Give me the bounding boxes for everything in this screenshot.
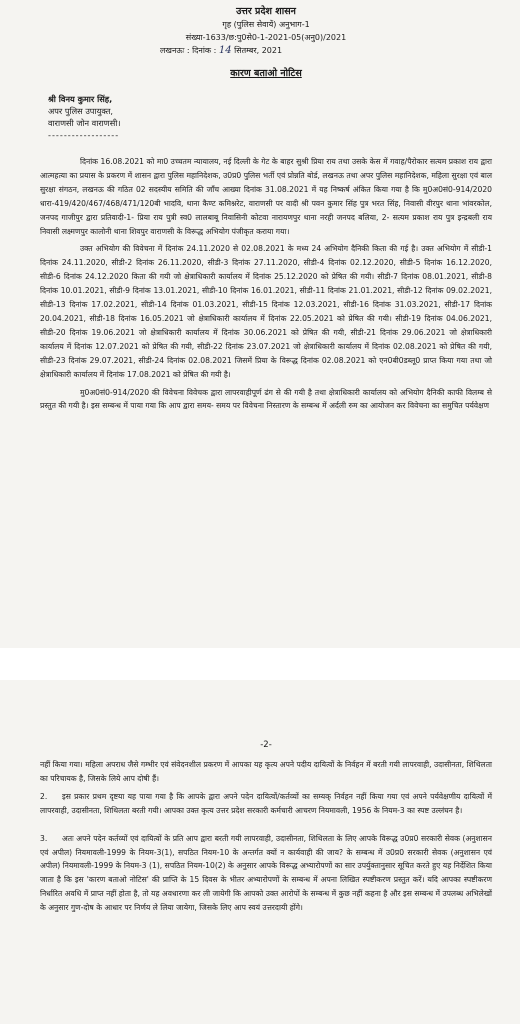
notice-title: कारण बताओ नोटिस xyxy=(230,68,302,79)
letter-page-2 xyxy=(0,680,520,1024)
addressee-designation: अपर पुलिस उपायुक्त, xyxy=(48,106,113,116)
government-header: उत्तर प्रदेश शासन xyxy=(236,6,296,17)
paragraph-number: 2. xyxy=(40,791,48,801)
addressee-name: श्री विनय कुमार सिंह, xyxy=(48,94,113,104)
date-month-year: सितम्बर, 2021 xyxy=(234,46,283,55)
place-date-prefix: लखनऊः : दिनांक : xyxy=(160,46,217,55)
page-number: -2- xyxy=(260,740,272,750)
handwritten-day: 14 xyxy=(218,45,232,56)
body-paragraph-3: मु0अ0सं0-914/2020 की विवेचना विवेचक द्वारा लापरवाहीपूर्ण ढंग से की गयी है तथा क्षेत्राधिकारी कार्यालय को अभियोग दैनिकी काफी विलम्ब से प्रस्तुत की गयी है। इस सम्बन्ध में पाया गया कि आप द्वारा समय- समय पर विवेचना निस्तारण के सम्बन्ध में अर्दली रुम का आयोजन कर विवेचना का समुचित पर्यवेक्षण xyxy=(40,387,492,411)
addressee-block xyxy=(40,93,492,141)
paragraph-text: अतः अपने पदेन कर्तव्यों एवं दायित्वों के प्रति आप द्वारा बरती गयी लापरवाही, उदासीनता, शिथिलता के लिए आपके विरूद्ध उ0प्र0 सरकारी सेवक (अनुशासन एवं अपील) नियमावली-1999 के नियम-3(1), सपठित नियम-10 के अन्तर्गत क्यों न कार्यवाही की जाय? के सम्बन्ध में उ0प्र0 सरकारी सेवक (अनुशासन एवं अपील) नियमावली-1999 के नियम-3 (1), सपठित नियम-10(2) के अनुसार आपके विरूद्ध अभ्यारोपणों का सार उपर्युक्तानुसार सूचित करते हुए यह निर्देशित किया जाता है कि इस 'कारण बताओ नोटिस' की प्राप्ति के 15 दिवस के भीतर अभ्यारोपणों के सम्बन्ध में अपना लिखित स्पष्टीकरण प्रस्तुत करें। यदि आपका स्पष्टीकरण निर्धारित अवधि में प्राप्त नहीं होता है, तो यह अवधारणा कर ली जायेगी कि आपको उक्त आरोपों के सम्बन्ध में कुछ नहीं कहना है और इस सम्बन्ध में उपलब्ध अभिलेखों के अनुसार गुण-दोष के आधार पर निर्णय ले लिया जायेगा, जिसके लिए आप स्वयं उत्तरदायी होंगे। xyxy=(40,833,492,913)
numbered-paragraph-3 xyxy=(40,832,492,915)
continuation-paragraph: नहीं किया गया। महिला अपराध जैसे गम्भीर एवं संवेदनशील प्रकरण में आपका यह कृत्य अपने पदीय दायित्वों के निर्वहन में बरती गयी लापरवाही, उदासीनता, शिथिलता का परिचायक है, जिसके लिये आप दोषी हैं। xyxy=(40,760,492,783)
body-paragraph-2: उक्त अभियोग की विवेचना में दिनांक 24.11.2020 से 02.08.2021 के मध्य 24 अभियोग दैनिकी किता की गई है। उक्त अभियोग में सीडी-1 दिनांक 24.11.2020, सीडी-2 दिनांक 26.11.2020, सीडी-3 दिनांक 27.11.2020, सीडी-4 दिनांक 02.12.2020, सीडी-5 दिनांक 16.12.2020, सीडी-6 दिनांक 24.12.2020 किता की गयी जो क्षेत्राधिकारी कार्यालय में दिनांक 25.12.2020 को प्रेषित की गयी। सीडी-7 दिनांक 08.01.2021, सीडी-8 दिनांक 10.01.2021, सीडी-9 दिनांक 13.01.2021, सीडी-10 दिनांक 16.01.2021, सीडी-11 दिनांक 21.01.2021, सीडी-12 दिनांक 09.02.2021, सीडी-13 दिनांक 17.02.2021, सीडी-14 दिनांक 01.03.2021, सीडी-15 दिनांक 12.03.2021, सीडी-16 दिनांक 31.03.2021, सीडी-17 दिनांक 20.04.2021, सीडी-18 दिनांक 16.05.2021 जो क्षेत्राधिकारी कार्यालय में दिनांक 22.05.2021 को प्रेषित की गयी। सीडी-19 दिनांक 04.06.2021, सीडी-20 दिनांक 19.06.2021 जो क्षेत्राधिकारी कार्यालय में दिनांक 30.06.2021 को प्रेषित की गयी, सीडी-21 दिनांक 29.06.2021 जो क्षेत्राधिकारी कार्यालय में दिनांक 12.07.2021 को प्रेषित की गयी, सीडी-22 दिनांक 23.07.2021 जो क्षेत्राधिकारी कार्यालय में दिनांक 02.08.2021 को प्रेषित की गयी, सीडी-23 दिनांक 29.07.2021, सीडी-24 दिनांक 02.08.2021 जिसमें प्रिया के विरूद्ध दिनांक 02.08.2021 को एन0बी0डब्लू0 प्राप्त किया गया तथा जो क्षेत्राधिकारी कार्यालय में दिनांक 17.08.2021 को प्रेषित की गयी है। xyxy=(40,244,492,379)
numbered-paragraph-2 xyxy=(40,790,492,818)
body-paragraph-1: दिनांक 16.08.2021 को मा0 उच्चतम न्यायालय, नई दिल्ली के गेट के बाहर सुश्री प्रिया राय तथा उसके केस में गवाह/पैरोकार सत्यम प्रकाश राय द्वारा आत्महत्या का प्रयास के प्रकरण में शासन द्वारा पुलिस महानिदेशक, उ0प्र0 पुलिस भर्ती एवं प्रोन्नति बोर्ड, लखनऊ तथा अपर पुलिस महानिदेशक, महिला सुरक्षा एवं बाल सुरक्षा संगठन, लखनऊ की गठित 02 सदस्यीय समिति की जाँच आख्या दिनांक 31.08.2021 में यह निष्कर्ष अंकित किया गया है कि मु0अ0सं0-914/2020 धारा-419/420/467/468/471/120बी भादवि, थाना कैण्ट कमिश्नरेट, वाराणसी पर वादी श्री पवन कुमार सिंह पुत्र भरत सिंह, निवासी वीरपुर थाना भांवरकोल, जनपद गाजीपुर द्वारा प्रतिवादी-1- प्रिया राय पुत्री स्व0 लालबाबू निवासिनी कोटवा नारायणपुर थाना नरही जनपद बलिया, 2- सत्यम प्रकाश राय पुत्र इन्द्रबली राय निवासी लक्ष्मणपुर कालोनी थाना शिवपुर वाराणसी के विरूद्ध अभियोग पंजीकृत कराया गया। xyxy=(40,157,492,236)
reference-number: संख्या-1633/छ:पु0से0-1-2021-05(अनु0)/2021 xyxy=(185,33,347,42)
place-date-line xyxy=(40,45,492,56)
page-gap xyxy=(0,648,520,680)
paragraph-text: इस प्रकार प्रथम दृष्टया यह पाया गया है कि आपके द्वारा अपने पदेन दायित्वों/कर्तव्यों का सम्यक् निर्वहन नहीं किया गया एवं अपने पर्यवेक्षणीय दायित्वों में लापरवाही, उदासीनता, शिथिलता बरती गयी। आपका उक्त कृत्य उत्तर प्रदेश सरकारी कर्मचारी आचरण नियमावली, 1956 के नियम-3 का स्पष्ट उल्लंघन है। xyxy=(40,791,492,815)
department-header: गृह (पुलिस सेवायें) अनुभाग-1 xyxy=(222,20,310,29)
addressee-rule: ------------------ xyxy=(48,130,120,140)
paragraph-number: 3. xyxy=(40,833,48,843)
addressee-location: वाराणसी जोन वाराणसी। xyxy=(48,118,121,128)
